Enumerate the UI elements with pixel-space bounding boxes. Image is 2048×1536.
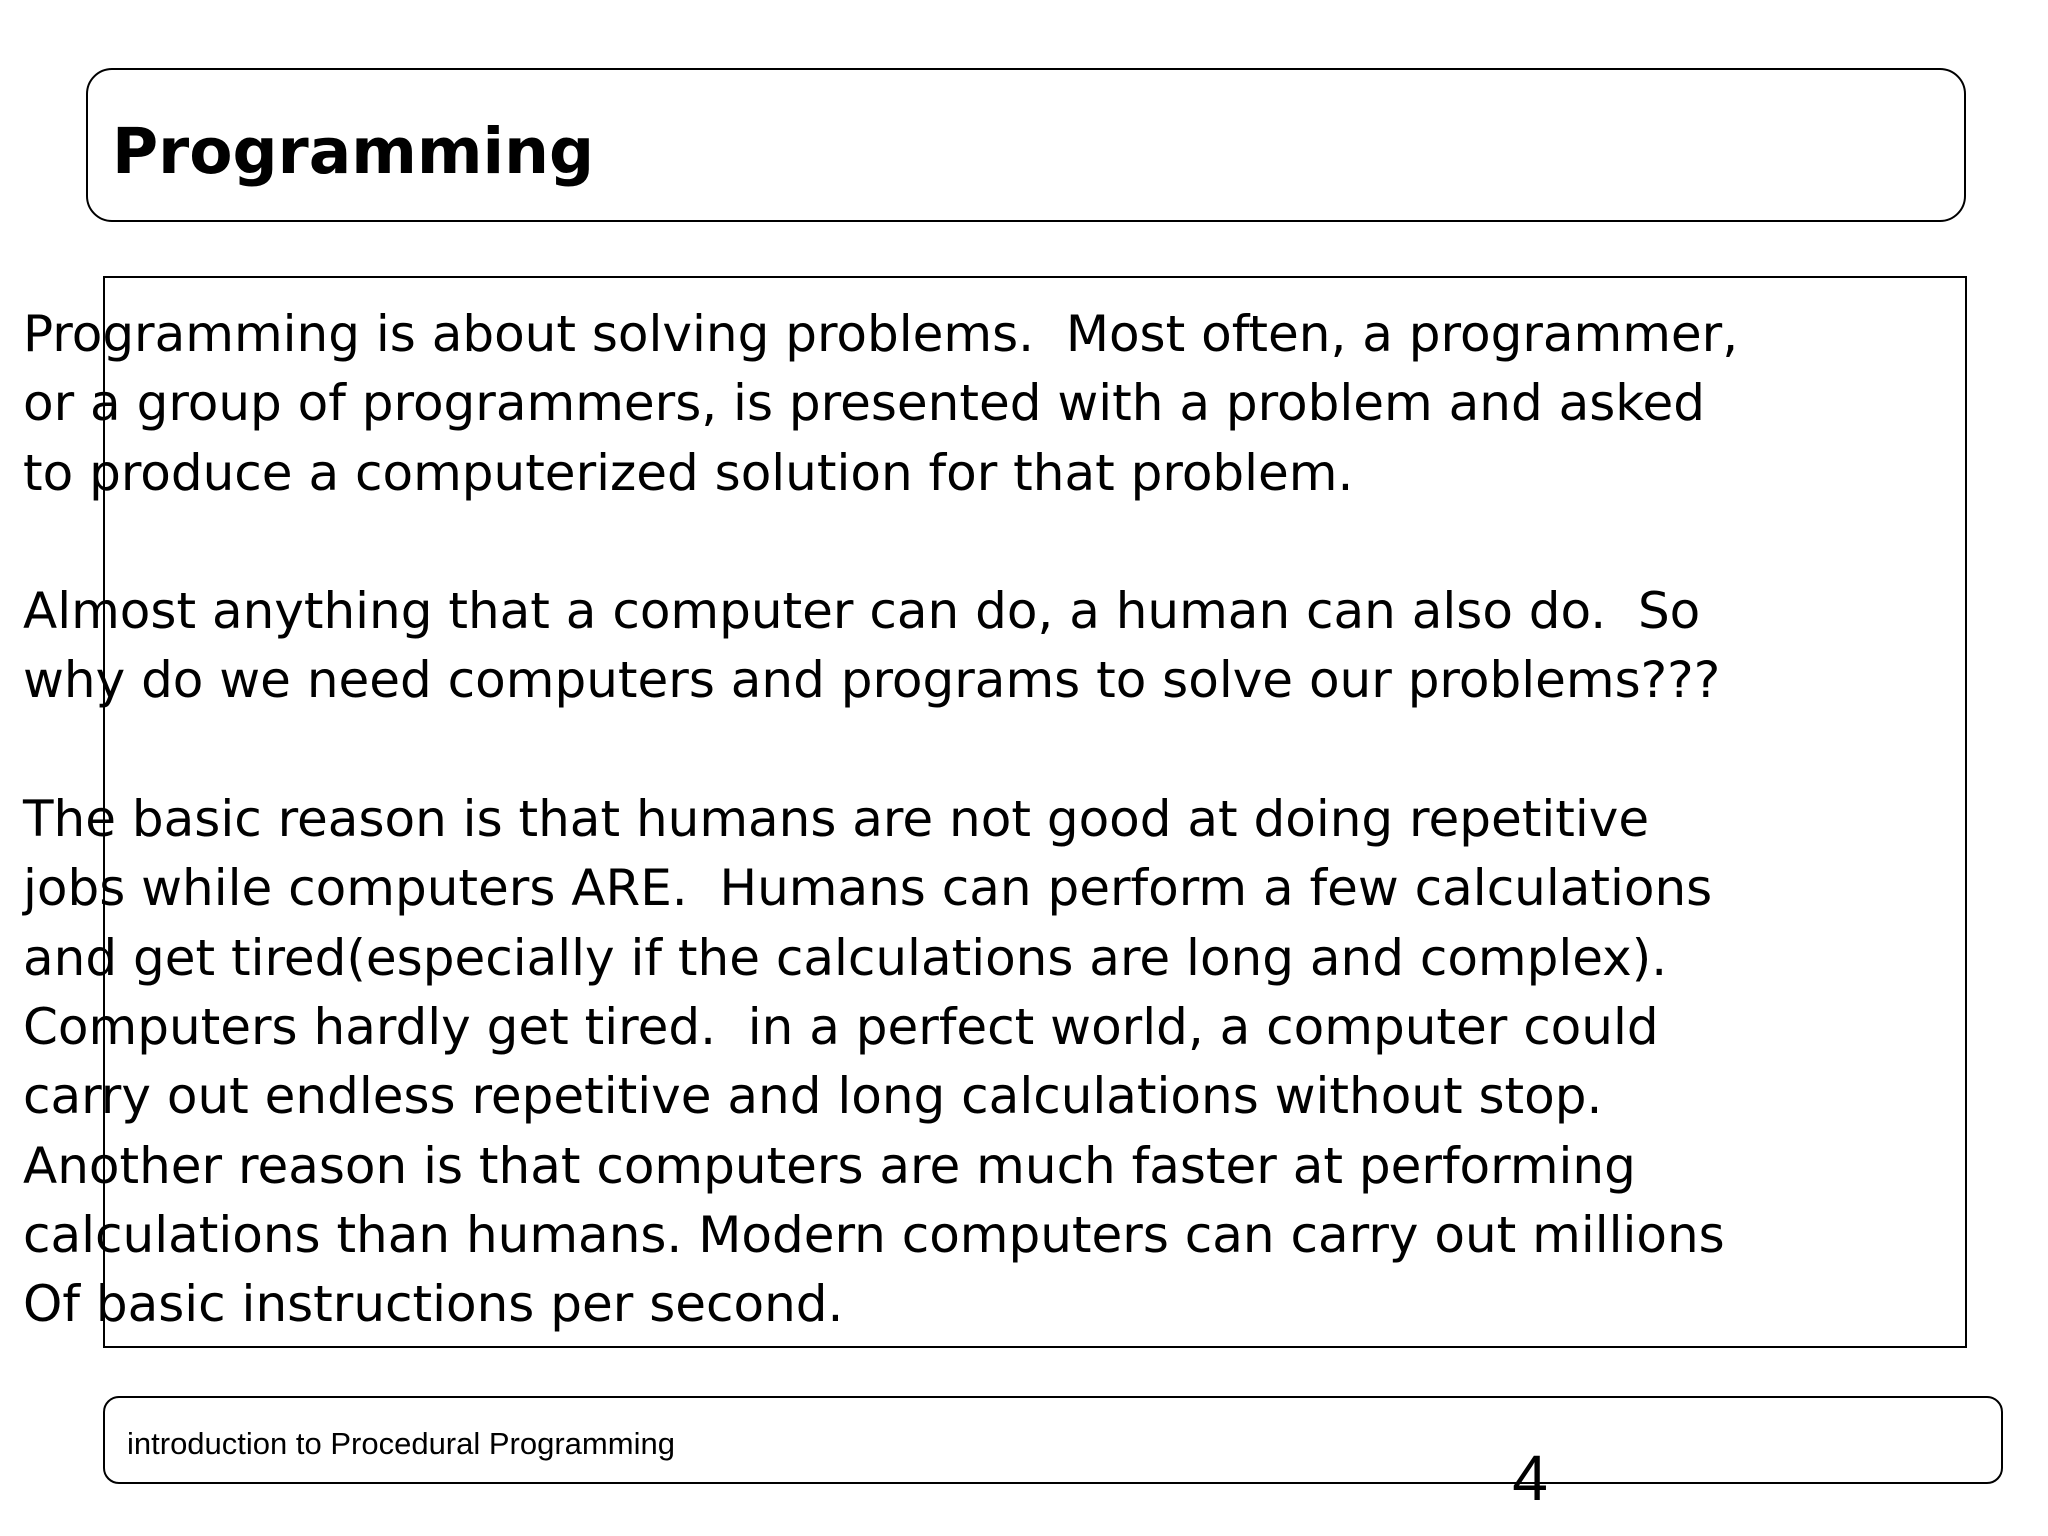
- text-line: The basic reason is that humans are not good at doing repetitive: [23, 790, 1650, 849]
- text-line: carry out endless repetitive and long calculations without stop.: [23, 1067, 1603, 1126]
- paragraph-question: [23, 577, 1933, 716]
- paragraph-reasons: [23, 785, 1933, 1339]
- text-line: and get tired(especially if the calculations are long and complex).: [23, 928, 1668, 987]
- paragraph-intro: [23, 300, 1933, 508]
- text-line: Almost anything that a computer can do, a human can also do. So: [23, 582, 1701, 641]
- text-line: Of basic instructions per second.: [23, 1275, 844, 1334]
- text-line: Another reason is that computers are much faster at performing: [23, 1136, 1636, 1195]
- text-line: or a group of programmers, is presented with a problem and asked: [23, 374, 1705, 433]
- text-line: to produce a computerized solution for that problem.: [23, 443, 1354, 502]
- text-line: Computers hardly get tired. in a perfect world, a computer could: [23, 997, 1659, 1056]
- page-number: 4: [1512, 1442, 1548, 1514]
- text-line: calculations than humans. Modern computers can carry out millions: [23, 1205, 1725, 1264]
- slide-body: [23, 300, 1933, 1339]
- text-line: jobs while computers ARE. Humans can perform a few calculations: [23, 859, 1713, 918]
- text-line: why do we need computers and programs to solve our problems???: [23, 651, 1721, 710]
- slide-title: Programming: [112, 115, 595, 188]
- text-line: Programming is about solving problems. Most often, a programmer,: [23, 305, 1739, 363]
- footer-course-title: introduction to Procedural Programming: [127, 1426, 675, 1461]
